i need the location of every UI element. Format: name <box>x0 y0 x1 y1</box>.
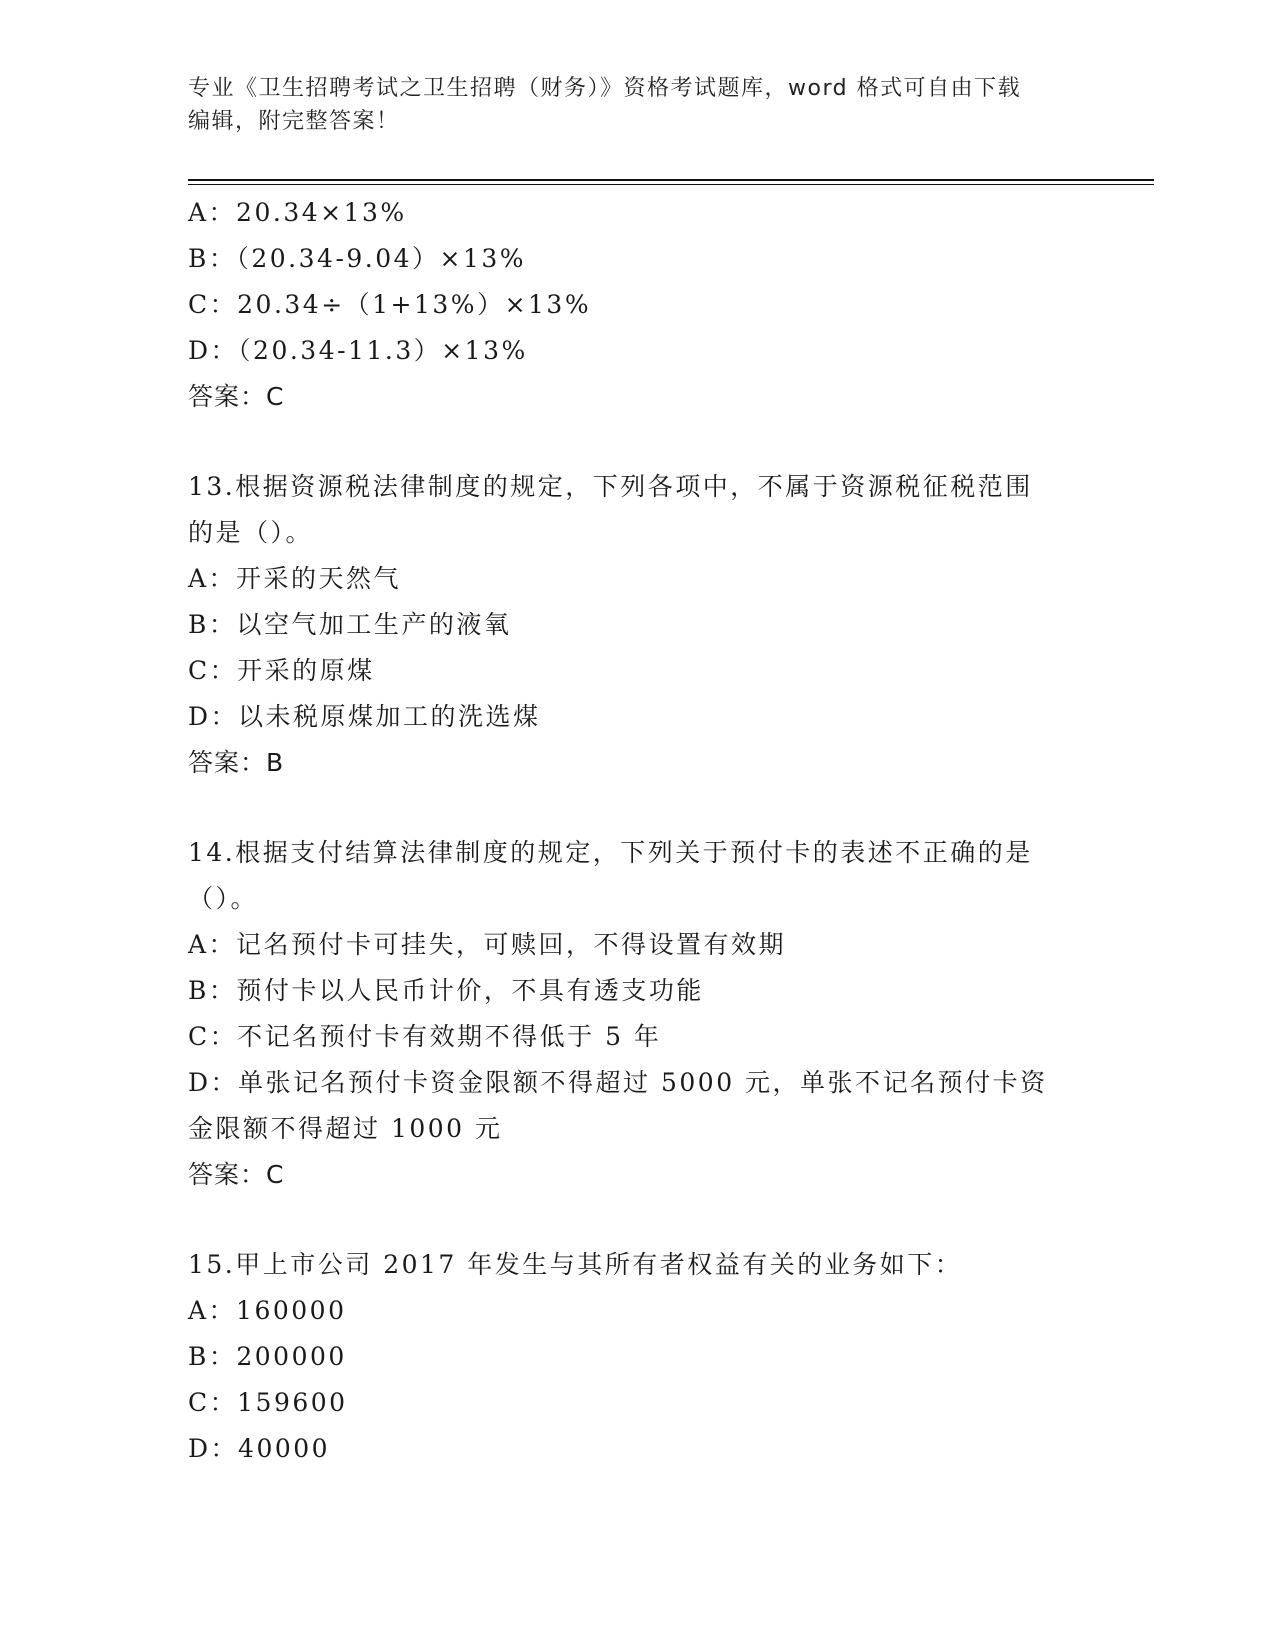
header-divider-thick <box>188 179 1154 181</box>
option-c: C：159600 <box>188 1388 348 1417</box>
question-stem: 13.根据资源税法律制度的规定，下列各项中，不属于资源税征税范围 <box>188 472 1033 501</box>
option-d-continued: 金限额不得超过 1000 元 <box>188 1114 503 1143</box>
question-stem: 15.甲上市公司 2017 年发生与其所有者权益有关的业务如下： <box>188 1250 963 1279</box>
question-stem-continued: （）。 <box>188 884 259 913</box>
question-list <box>188 190 1088 1472</box>
question-14 <box>188 830 1088 1198</box>
question-12 <box>188 190 1088 420</box>
option-c: C：不记名预付卡有效期不得低于 5 年 <box>188 1022 662 1051</box>
question-stem: 14.根据支付结算法律制度的规定，下列关于预付卡的表述不正确的是 <box>188 838 1033 867</box>
header-line-1: 专业《卫生招聘考试之卫生招聘（财务）》资格考试题库，word 格式可自由下载 <box>188 76 1022 101</box>
option-b: B：200000 <box>188 1342 347 1371</box>
header-divider-thin <box>188 184 1154 185</box>
header-line-2: 编辑，附完整答案！ <box>188 109 400 134</box>
question-15 <box>188 1242 1088 1472</box>
option-b: B：（20.34-9.04）×13% <box>188 244 527 273</box>
question-13 <box>188 464 1088 786</box>
option-d: D：（20.34-11.3）×13% <box>188 336 528 365</box>
spacer <box>188 786 1088 830</box>
option-d: D：单张记名预付卡资金限额不得超过 5000 元，单张不记名预付卡资 <box>188 1068 1048 1097</box>
option-a: A：160000 <box>188 1296 347 1325</box>
option-a: A：记名预付卡可挂失，可赎回，不得设置有效期 <box>188 930 787 959</box>
answer: 答案：C <box>188 382 285 411</box>
answer: 答案：B <box>188 748 285 777</box>
option-d: D：40000 <box>188 1434 331 1463</box>
spacer <box>188 420 1088 464</box>
option-d: D：以未税原煤加工的洗选煤 <box>188 702 541 731</box>
question-stem-continued: 的是（）。 <box>188 518 314 547</box>
option-b: B：以空气加工生产的液氧 <box>188 610 512 639</box>
spacer <box>188 1198 1088 1242</box>
option-a: A：开采的天然气 <box>188 564 402 593</box>
option-c: C：开采的原煤 <box>188 656 375 685</box>
answer: 答案：C <box>188 1160 285 1189</box>
page-header <box>188 72 1068 138</box>
option-b: B：预付卡以人民币计价，不具有透支功能 <box>188 976 704 1005</box>
option-a: A：20.34×13% <box>188 198 407 227</box>
option-c: C：20.34÷（1+13%）×13% <box>188 290 592 319</box>
